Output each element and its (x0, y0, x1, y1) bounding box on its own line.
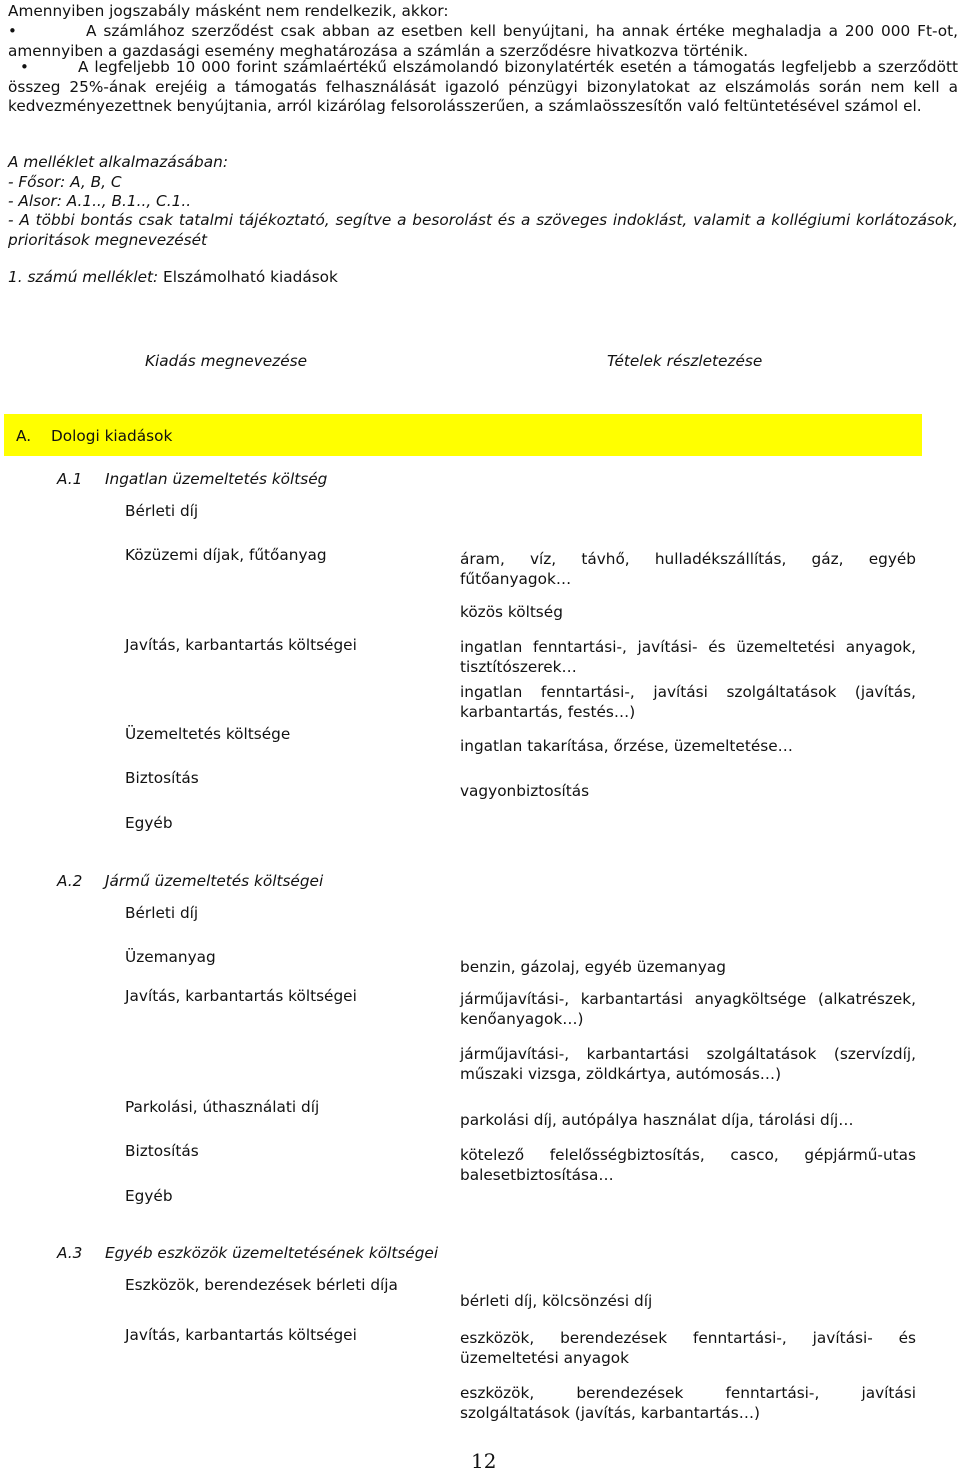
bullet-paragraph-2: A legfeljebb 10 000 forint számlaértékű elszámolandó bizonylatérték esetén a támogatás legfeljebb a szerződött összeg 25%-ának erejéig a támogatás felhasználását igazoló pénzügyi bizonylatokat az elszámolás során nem kell a kedvezményezettnek benyújtania, arról kizárólag felsorolásszerűen, a számlaösszesítőn való feltüntetésével számol el. (8, 58, 958, 115)
expense-detail: ingatlan fenntartási-, javítási szolgáltatások (javítás, karbantartás, festés…) (460, 683, 916, 721)
annex-note-alsor: - Alsor: A.1.., B.1.., C.1.. (8, 192, 192, 210)
expense-detail: parkolási díj, autópálya használat díja, tárolási díj… (460, 1111, 854, 1129)
section-title: Egyéb eszközök üzemeltetésének költségei (105, 1244, 439, 1262)
section-code: A.2 (57, 872, 83, 890)
intro-line: Amennyiben jogszabály másként nem rendelkezik, akkor: (8, 2, 449, 20)
section-title: Ingatlan üzemeltetés költség (105, 470, 328, 488)
expense-item: Eszközök, berendezések bérleti díja (125, 1276, 398, 1294)
expense-detail: járműjavítási-, karbantartási szolgáltatások (szervízdíj, műszaki vizsga, zöldkártya, autómosás…) (460, 1045, 916, 1083)
expense-item: Közüzemi díjak, fűtőanyag (125, 546, 327, 564)
expense-item: Biztosítás (125, 1142, 199, 1160)
expense-item: Bérleti díj (125, 904, 199, 922)
expense-item: Üzemanyag (125, 948, 216, 966)
expense-detail: kötelező felelősségbiztosítás, casco, gépjármű-utas balesetbiztosítása… (460, 1146, 916, 1184)
expense-detail: járműjavítási-, karbantartási anyagköltsége (alkatrészek, kenőanyagok…) (460, 990, 916, 1028)
section-code: A.3 (57, 1244, 83, 1262)
annex-note-other: - A többi bontás csak tatalmi tájékoztató, segítve a besorolást és a szöveges indoklást, valamit a kollégiumi korlátozások, prioritások megnevezését (8, 211, 958, 249)
bullet-paragraph-1: A számlához szerződést csak abban az esetben kell benyújtani, ha annak értéke meghaladja a 200 000 Ft-ot, amennyiben a gazdasági esemény meghatározása a számlán a szerződésre hivatkozva történik. (8, 22, 958, 60)
page-number: 12 (471, 1449, 497, 1473)
annex-title-value: Elszámolható kiadások (158, 268, 338, 286)
column-header-right: Tételek részletezése (607, 352, 763, 370)
expense-detail: áram, víz, távhő, hulladékszállítás, gáz, egyéb fűtőanyagok… (460, 550, 916, 588)
expense-item: Parkolási, úthasználati díj (125, 1098, 320, 1116)
expense-detail: benzin, gázolaj, egyéb üzemanyag (460, 958, 726, 976)
expense-item: Javítás, karbantartás költségei (125, 636, 357, 654)
annex-note-fosor: - Fősor: A, B, C (8, 173, 122, 191)
expense-item: Javítás, karbantartás költségei (125, 1326, 357, 1344)
section-title: Jármű üzemeltetés költségei (105, 872, 324, 890)
expense-item: Egyéb (125, 814, 173, 832)
expense-detail: közös költség (460, 603, 563, 621)
expense-item: Javítás, karbantartás költségei (125, 987, 357, 1005)
annex-title-label: 1. számú melléklet: (8, 268, 159, 286)
expense-item: Egyéb (125, 1187, 173, 1205)
expense-detail: bérleti díj, kölcsönzési díj (460, 1292, 653, 1310)
bullet-dot: • (8, 22, 17, 40)
annex-title (8, 268, 338, 288)
expense-detail: ingatlan takarítása, őrzése, üzemeltetése… (460, 737, 793, 755)
expense-item: Üzemeltetés költsége (125, 725, 291, 743)
expense-detail: vagyonbiztosítás (460, 782, 590, 800)
section-code: A.1 (57, 470, 83, 488)
expense-detail: eszközök, berendezések fenntartási-, javítási- és üzemeltetési anyagok (460, 1329, 916, 1367)
expense-item: Bérleti díj (125, 502, 199, 520)
main-category-code: A. (16, 427, 32, 445)
expense-detail: ingatlan fenntartási-, javítási- és üzemeltetési anyagok, tisztítószerek… (460, 638, 916, 676)
expense-item: Biztosítás (125, 769, 199, 787)
annex-note-heading: A melléklet alkalmazásában: (8, 153, 228, 171)
bullet-dot: • (20, 58, 29, 76)
main-category-label: Dologi kiadások (51, 427, 173, 445)
column-header-left: Kiadás megnevezése (145, 352, 307, 370)
expense-detail: eszközök, berendezések fenntartási-, javítási szolgáltatások (javítás, karbantartás…) (460, 1384, 916, 1422)
